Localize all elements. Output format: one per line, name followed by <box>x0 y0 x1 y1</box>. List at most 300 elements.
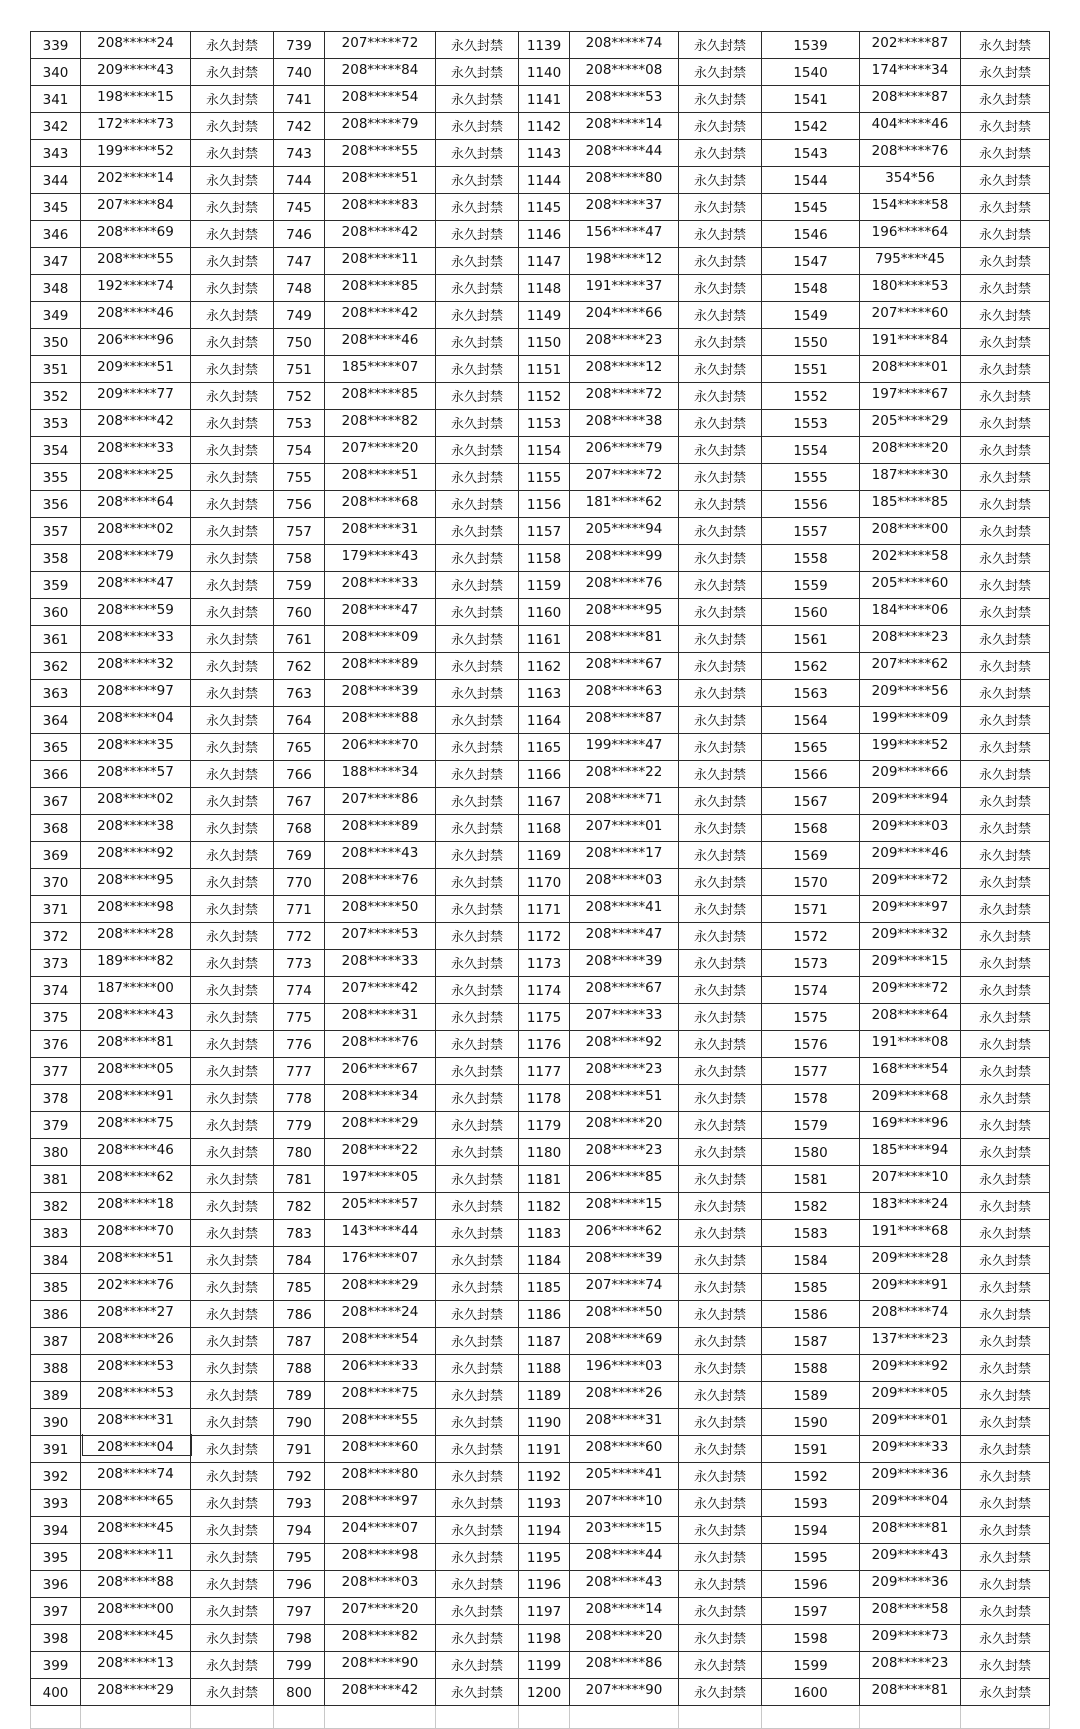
status-cell: 永久封禁 <box>436 1031 519 1058</box>
row-number-cell: 1564 <box>762 707 860 734</box>
table-row <box>31 518 1050 545</box>
account-id-cell: 208*****60 <box>325 1436 436 1463</box>
account-id-cell: 169*****96 <box>860 1112 961 1139</box>
table-row <box>31 248 1050 275</box>
empty-cell <box>570 1706 679 1729</box>
status-cell: 永久封禁 <box>191 1058 274 1085</box>
status-cell: 永久封禁 <box>436 1355 519 1382</box>
row-number-cell: 1197 <box>519 1598 570 1625</box>
status-cell: 永久封禁 <box>436 1328 519 1355</box>
table-row <box>31 356 1050 383</box>
account-id-cell: 202*****58 <box>860 545 961 572</box>
row-number-cell: 1147 <box>519 248 570 275</box>
status-cell: 永久封禁 <box>961 32 1050 59</box>
row-number-cell: 1148 <box>519 275 570 302</box>
account-id-cell: 209*****72 <box>860 869 961 896</box>
account-id-cell: 209*****33 <box>860 1436 961 1463</box>
status-cell: 永久封禁 <box>961 491 1050 518</box>
table-row <box>31 140 1050 167</box>
status-cell: 永久封禁 <box>679 680 762 707</box>
account-id-cell: 203*****15 <box>570 1517 679 1544</box>
row-number-cell: 1541 <box>762 86 860 113</box>
row-number-cell: 1153 <box>519 410 570 437</box>
status-cell: 永久封禁 <box>436 1193 519 1220</box>
table-row <box>31 1598 1050 1625</box>
row-number-cell: 1195 <box>519 1544 570 1571</box>
row-number-cell: 760 <box>274 599 325 626</box>
account-id-cell: 207*****20 <box>325 1598 436 1625</box>
status-cell: 永久封禁 <box>961 761 1050 788</box>
table-row <box>31 1112 1050 1139</box>
status-cell: 永久封禁 <box>191 194 274 221</box>
account-id-cell: 208*****44 <box>570 140 679 167</box>
account-id-cell: 208*****92 <box>81 842 191 869</box>
row-number-cell: 1173 <box>519 950 570 977</box>
row-number-cell: 1183 <box>519 1220 570 1247</box>
account-id-cell: 209*****15 <box>860 950 961 977</box>
row-number-cell: 1596 <box>762 1571 860 1598</box>
account-id-cell: 208*****33 <box>81 626 191 653</box>
row-number-cell: 1578 <box>762 1085 860 1112</box>
status-cell: 永久封禁 <box>961 1247 1050 1274</box>
table-row <box>31 167 1050 194</box>
account-id-cell: 208*****03 <box>570 869 679 896</box>
table-row <box>31 410 1050 437</box>
status-cell: 永久封禁 <box>191 1328 274 1355</box>
row-number-cell: 1589 <box>762 1382 860 1409</box>
account-id-cell: 207*****20 <box>325 437 436 464</box>
status-cell: 永久封禁 <box>436 1382 519 1409</box>
account-id-cell: 208*****47 <box>325 599 436 626</box>
account-id-cell: 208*****71 <box>570 788 679 815</box>
status-cell: 永久封禁 <box>191 1004 274 1031</box>
table-row <box>31 1247 1050 1274</box>
status-cell: 永久封禁 <box>436 1058 519 1085</box>
account-id-cell: 208*****03 <box>325 1571 436 1598</box>
table-row <box>31 626 1050 653</box>
account-id-cell: 208*****69 <box>81 221 191 248</box>
account-id-cell: 209*****91 <box>860 1274 961 1301</box>
account-id-cell: 197*****67 <box>860 383 961 410</box>
row-number-cell: 748 <box>274 275 325 302</box>
account-id-cell: 208*****15 <box>570 1193 679 1220</box>
account-id-cell: 208*****26 <box>81 1328 191 1355</box>
row-number-cell: 1152 <box>519 383 570 410</box>
row-number-cell: 1598 <box>762 1625 860 1652</box>
status-cell: 永久封禁 <box>961 1004 1050 1031</box>
empty-cell-outline <box>82 1434 192 1456</box>
status-cell: 永久封禁 <box>679 1463 762 1490</box>
account-id-cell: 197*****05 <box>325 1166 436 1193</box>
account-id-cell: 206*****85 <box>570 1166 679 1193</box>
status-cell: 永久封禁 <box>191 1193 274 1220</box>
account-id-cell: 208*****31 <box>81 1409 191 1436</box>
status-cell: 永久封禁 <box>436 1301 519 1328</box>
status-cell: 永久封禁 <box>679 1193 762 1220</box>
account-id-cell: 208*****74 <box>81 1463 191 1490</box>
account-id-cell: 208*****47 <box>570 923 679 950</box>
row-number-cell: 340 <box>31 59 81 86</box>
status-cell: 永久封禁 <box>436 329 519 356</box>
status-cell: 永久封禁 <box>961 302 1050 329</box>
table-row <box>31 1031 1050 1058</box>
row-number-cell: 1161 <box>519 626 570 653</box>
account-id-cell: 208*****75 <box>325 1382 436 1409</box>
table-row <box>31 680 1050 707</box>
account-id-cell: 208*****67 <box>570 653 679 680</box>
account-id-cell: 207*****53 <box>325 923 436 950</box>
status-cell: 永久封禁 <box>961 1085 1050 1112</box>
row-number-cell: 398 <box>31 1625 81 1652</box>
status-cell: 永久封禁 <box>961 734 1050 761</box>
row-number-cell: 368 <box>31 815 81 842</box>
status-cell: 永久封禁 <box>679 491 762 518</box>
account-id-cell: 183*****24 <box>860 1193 961 1220</box>
account-id-cell: 208*****79 <box>325 113 436 140</box>
row-number-cell: 1539 <box>762 32 860 59</box>
status-cell: 永久封禁 <box>191 410 274 437</box>
row-number-cell: 1553 <box>762 410 860 437</box>
status-cell: 永久封禁 <box>961 1166 1050 1193</box>
status-cell: 永久封禁 <box>679 464 762 491</box>
status-cell: 永久封禁 <box>679 653 762 680</box>
status-cell: 永久封禁 <box>961 383 1050 410</box>
row-number-cell: 752 <box>274 383 325 410</box>
account-id-cell: 208*****18 <box>81 1193 191 1220</box>
status-cell: 永久封禁 <box>679 1220 762 1247</box>
row-number-cell: 793 <box>274 1490 325 1517</box>
account-id-cell: 208*****00 <box>860 518 961 545</box>
row-number-cell: 379 <box>31 1112 81 1139</box>
account-id-cell: 208*****28 <box>81 923 191 950</box>
row-number-cell: 1163 <box>519 680 570 707</box>
status-cell: 永久封禁 <box>961 464 1050 491</box>
row-number-cell: 370 <box>31 869 81 896</box>
status-cell: 永久封禁 <box>679 788 762 815</box>
row-number-cell: 753 <box>274 410 325 437</box>
status-cell: 永久封禁 <box>961 572 1050 599</box>
account-id-cell: 206*****96 <box>81 329 191 356</box>
account-id-cell: 207*****72 <box>325 32 436 59</box>
row-number-cell: 1575 <box>762 1004 860 1031</box>
row-number-cell: 396 <box>31 1571 81 1598</box>
row-number-cell: 352 <box>31 383 81 410</box>
table-row <box>31 653 1050 680</box>
status-cell: 永久封禁 <box>961 1328 1050 1355</box>
status-cell: 永久封禁 <box>679 167 762 194</box>
account-id-cell: 209*****51 <box>81 356 191 383</box>
row-number-cell: 1544 <box>762 167 860 194</box>
row-number-cell: 1185 <box>519 1274 570 1301</box>
row-number-cell: 1562 <box>762 653 860 680</box>
account-id-cell: 208*****74 <box>570 32 679 59</box>
account-id-cell: 208*****39 <box>570 1247 679 1274</box>
account-id-cell: 172*****73 <box>81 113 191 140</box>
row-number-cell: 1182 <box>519 1193 570 1220</box>
account-id-cell: 208*****68 <box>325 491 436 518</box>
row-number-cell: 1568 <box>762 815 860 842</box>
row-number-cell: 342 <box>31 113 81 140</box>
status-cell: 永久封禁 <box>191 1652 274 1679</box>
row-number-cell: 1561 <box>762 626 860 653</box>
account-id-cell: 208*****33 <box>325 950 436 977</box>
status-cell: 永久封禁 <box>436 1085 519 1112</box>
status-cell: 永久封禁 <box>436 1247 519 1274</box>
status-cell: 永久封禁 <box>679 410 762 437</box>
account-id-cell: 208*****50 <box>325 896 436 923</box>
row-number-cell: 360 <box>31 599 81 626</box>
table-row <box>31 599 1050 626</box>
status-cell: 永久封禁 <box>679 518 762 545</box>
status-cell: 永久封禁 <box>961 275 1050 302</box>
account-id-cell: 208*****76 <box>325 1031 436 1058</box>
account-id-cell: 207*****42 <box>325 977 436 1004</box>
account-id-cell: 185*****85 <box>860 491 961 518</box>
account-id-cell: 208*****14 <box>570 113 679 140</box>
status-cell: 永久封禁 <box>191 113 274 140</box>
status-cell: 永久封禁 <box>679 437 762 464</box>
status-cell: 永久封禁 <box>191 1409 274 1436</box>
account-id-cell: 209*****66 <box>860 761 961 788</box>
table-row <box>31 1355 1050 1382</box>
table-row <box>31 302 1050 329</box>
account-id-cell: 208*****42 <box>325 221 436 248</box>
row-number-cell: 1175 <box>519 1004 570 1031</box>
account-id-cell: 206*****33 <box>325 1355 436 1382</box>
row-number-cell: 1151 <box>519 356 570 383</box>
row-number-cell: 361 <box>31 626 81 653</box>
status-cell: 永久封禁 <box>961 1463 1050 1490</box>
row-number-cell: 796 <box>274 1571 325 1598</box>
empty-cell <box>436 1706 519 1729</box>
status-cell: 永久封禁 <box>679 896 762 923</box>
status-cell: 永久封禁 <box>961 950 1050 977</box>
account-id-cell: 208*****20 <box>570 1112 679 1139</box>
row-number-cell: 782 <box>274 1193 325 1220</box>
row-number-cell: 1192 <box>519 1463 570 1490</box>
account-id-cell: 208*****85 <box>325 275 436 302</box>
ban-list-table <box>30 31 1050 1729</box>
row-number-cell: 1140 <box>519 59 570 86</box>
row-number-cell: 1158 <box>519 545 570 572</box>
status-cell: 永久封禁 <box>679 1112 762 1139</box>
table-row <box>31 1328 1050 1355</box>
account-id-cell: 208*****90 <box>325 1652 436 1679</box>
account-id-cell: 209*****77 <box>81 383 191 410</box>
account-id-cell: 209*****43 <box>81 59 191 86</box>
status-cell: 永久封禁 <box>961 194 1050 221</box>
table-row <box>31 1085 1050 1112</box>
account-id-cell: 156*****47 <box>570 221 679 248</box>
row-number-cell: 1188 <box>519 1355 570 1382</box>
account-id-cell: 208*****45 <box>81 1517 191 1544</box>
status-cell: 永久封禁 <box>191 572 274 599</box>
row-number-cell: 378 <box>31 1085 81 1112</box>
status-cell: 永久封禁 <box>436 950 519 977</box>
row-number-cell: 1547 <box>762 248 860 275</box>
row-number-cell: 357 <box>31 518 81 545</box>
table-row <box>31 707 1050 734</box>
status-cell: 永久封禁 <box>191 626 274 653</box>
status-cell: 永久封禁 <box>679 1328 762 1355</box>
row-number-cell: 1587 <box>762 1328 860 1355</box>
status-cell: 永久封禁 <box>961 788 1050 815</box>
status-cell: 永久封禁 <box>961 707 1050 734</box>
status-cell: 永久封禁 <box>961 1031 1050 1058</box>
row-number-cell: 1179 <box>519 1112 570 1139</box>
status-cell: 永久封禁 <box>961 1220 1050 1247</box>
account-id-cell: 209*****05 <box>860 1382 961 1409</box>
row-number-cell: 1580 <box>762 1139 860 1166</box>
account-id-cell: 208*****54 <box>325 86 436 113</box>
status-cell: 永久封禁 <box>191 221 274 248</box>
empty-cell <box>519 1706 570 1729</box>
account-id-cell: 208*****11 <box>325 248 436 275</box>
status-cell: 永久封禁 <box>436 86 519 113</box>
status-cell: 永久封禁 <box>436 1652 519 1679</box>
status-cell: 永久封禁 <box>961 1409 1050 1436</box>
status-cell: 永久封禁 <box>191 464 274 491</box>
account-id-cell: 208*****95 <box>81 869 191 896</box>
account-id-cell: 208*****60 <box>570 1436 679 1463</box>
row-number-cell: 1555 <box>762 464 860 491</box>
status-cell: 永久封禁 <box>436 1517 519 1544</box>
row-number-cell: 1551 <box>762 356 860 383</box>
row-number-cell: 375 <box>31 1004 81 1031</box>
account-id-cell: 208*****64 <box>860 1004 961 1031</box>
table-row <box>31 734 1050 761</box>
account-id-cell: 191*****84 <box>860 329 961 356</box>
row-number-cell: 762 <box>274 653 325 680</box>
row-number-cell: 776 <box>274 1031 325 1058</box>
row-number-cell: 1548 <box>762 275 860 302</box>
status-cell: 永久封禁 <box>436 1220 519 1247</box>
status-cell: 永久封禁 <box>679 302 762 329</box>
row-number-cell: 775 <box>274 1004 325 1031</box>
account-id-cell: 205*****41 <box>570 1463 679 1490</box>
account-id-cell: 198*****15 <box>81 86 191 113</box>
account-id-cell: 209*****32 <box>860 923 961 950</box>
status-cell: 永久封禁 <box>191 977 274 1004</box>
account-id-cell: 208*****83 <box>325 194 436 221</box>
account-id-cell: 208*****29 <box>81 1679 191 1706</box>
status-cell: 永久封禁 <box>191 140 274 167</box>
status-cell: 永久封禁 <box>679 86 762 113</box>
account-id-cell: 174*****34 <box>860 59 961 86</box>
status-cell: 永久封禁 <box>679 1274 762 1301</box>
account-id-cell: 208*****31 <box>570 1409 679 1436</box>
account-id-cell: 206*****67 <box>325 1058 436 1085</box>
status-cell: 永久封禁 <box>436 1544 519 1571</box>
row-number-cell: 1190 <box>519 1409 570 1436</box>
account-id-cell: 208*****81 <box>81 1031 191 1058</box>
row-number-cell: 750 <box>274 329 325 356</box>
row-number-cell: 1157 <box>519 518 570 545</box>
status-cell: 永久封禁 <box>961 896 1050 923</box>
account-id-cell: 208*****27 <box>81 1301 191 1328</box>
status-cell: 永久封禁 <box>436 1112 519 1139</box>
account-id-cell: 206*****79 <box>570 437 679 464</box>
table-row <box>31 383 1050 410</box>
account-id-cell: 208*****50 <box>570 1301 679 1328</box>
row-number-cell: 761 <box>274 626 325 653</box>
table-row <box>31 1274 1050 1301</box>
status-cell: 永久封禁 <box>436 248 519 275</box>
status-cell: 永久封禁 <box>961 437 1050 464</box>
status-cell: 永久封禁 <box>436 221 519 248</box>
row-number-cell: 1178 <box>519 1085 570 1112</box>
table-row <box>31 1652 1050 1679</box>
account-id-cell: 209*****43 <box>860 1544 961 1571</box>
status-cell: 永久封禁 <box>679 1004 762 1031</box>
status-cell: 永久封禁 <box>191 1274 274 1301</box>
status-cell: 永久封禁 <box>679 572 762 599</box>
row-number-cell: 756 <box>274 491 325 518</box>
row-number-cell: 1588 <box>762 1355 860 1382</box>
status-cell: 永久封禁 <box>191 1490 274 1517</box>
row-number-cell: 1199 <box>519 1652 570 1679</box>
table-row <box>31 572 1050 599</box>
row-number-cell: 780 <box>274 1139 325 1166</box>
account-id-cell: 208*****53 <box>570 86 679 113</box>
row-number-cell: 754 <box>274 437 325 464</box>
table-row <box>31 1301 1050 1328</box>
status-cell: 永久封禁 <box>961 140 1050 167</box>
row-number-cell: 1566 <box>762 761 860 788</box>
status-cell: 永久封禁 <box>679 248 762 275</box>
status-cell: 永久封禁 <box>961 1274 1050 1301</box>
row-number-cell: 1567 <box>762 788 860 815</box>
status-cell: 永久封禁 <box>436 491 519 518</box>
account-id-cell: 208*****74 <box>860 1301 961 1328</box>
row-number-cell: 1600 <box>762 1679 860 1706</box>
status-cell: 永久封禁 <box>679 329 762 356</box>
account-id-cell: 208*****76 <box>860 140 961 167</box>
status-cell: 永久封禁 <box>679 275 762 302</box>
account-id-cell: 208*****04 <box>81 707 191 734</box>
row-number-cell: 758 <box>274 545 325 572</box>
row-number-cell: 787 <box>274 1328 325 1355</box>
empty-row <box>31 1706 1050 1729</box>
row-number-cell: 383 <box>31 1220 81 1247</box>
status-cell: 永久封禁 <box>679 113 762 140</box>
account-id-cell: 208*****12 <box>570 356 679 383</box>
row-number-cell: 763 <box>274 680 325 707</box>
account-id-cell: 208*****80 <box>325 1463 436 1490</box>
account-id-cell: 208*****39 <box>570 950 679 977</box>
account-id-cell: 208*****54 <box>325 1328 436 1355</box>
account-id-cell: 208*****85 <box>325 383 436 410</box>
row-number-cell: 765 <box>274 734 325 761</box>
status-cell: 永久封禁 <box>191 707 274 734</box>
account-id-cell: 209*****28 <box>860 1247 961 1274</box>
row-number-cell: 1569 <box>762 842 860 869</box>
row-number-cell: 372 <box>31 923 81 950</box>
account-id-cell: 208*****69 <box>570 1328 679 1355</box>
table-row <box>31 1058 1050 1085</box>
row-number-cell: 366 <box>31 761 81 788</box>
account-id-cell: 208*****26 <box>570 1382 679 1409</box>
row-number-cell: 1576 <box>762 1031 860 1058</box>
status-cell: 永久封禁 <box>961 356 1050 383</box>
status-cell: 永久封禁 <box>436 437 519 464</box>
account-id-cell: 208*****23 <box>570 329 679 356</box>
status-cell: 永久封禁 <box>191 680 274 707</box>
account-id-cell: 208*****51 <box>325 167 436 194</box>
status-cell: 永久封禁 <box>679 626 762 653</box>
empty-cell <box>191 1706 274 1729</box>
empty-cell <box>961 1706 1050 1729</box>
